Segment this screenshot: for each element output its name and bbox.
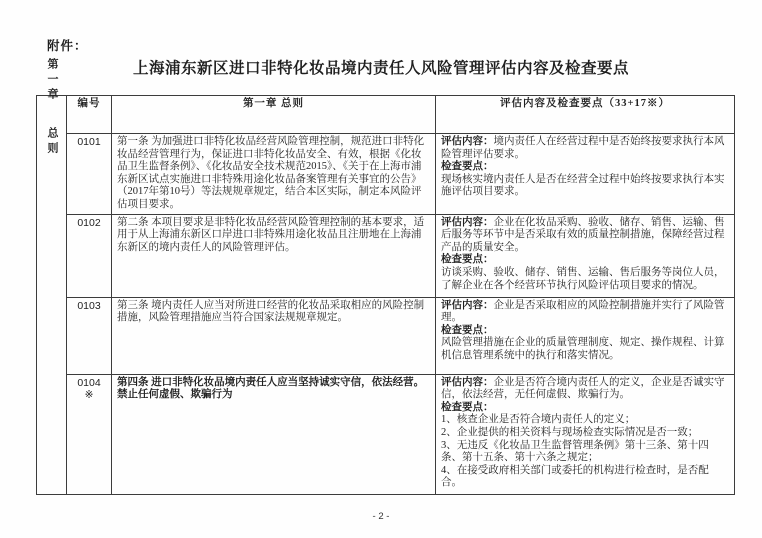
table-row [37,374,735,494]
attachment-label: 附件： [47,39,88,53]
check-item: 2、企业提供的相关资料与现场检查实际情况是否一致； [441,426,699,438]
assessment-cell [436,214,735,297]
clause-text: 第三条 境内责任人应当对所进口经营的化妆品采取相应的风险控制措施，风险管理措施应当符合国家法规规章规定。 [112,297,436,374]
header-content: 第一章 总则 [112,96,436,134]
eval-label: 评估内容： [441,299,494,311]
assessment-cell [436,134,735,215]
table-row [37,297,735,374]
eval-text: 境内责任人在经营过程中是否始终按要求执行本风险管理评估要求。 [441,136,725,160]
clause-text: 第四条 进口非特化妆品境内责任人应当坚持诚实守信，依法经营。禁止任何虚假、欺骗行为 [112,374,436,494]
check-item: 访谈采购、验收、储存、销售、运输、售后服务等岗位人员，了解企业在各个经营环节执行风险评估项目要求的情况。 [441,266,725,291]
clause-text: 第一条 为加强进口非特化妆品经营风险管理控制，规范进口非特化妆品经营管理行为，保证进口非特化妆品安全、有效，根据《化妆品卫生监督条例》、《化妆品安全技术规范2015》、《关于在上海市浦东新区试点实施进口非特殊用途化妆品备案管理有关事宜的公告》（2017年第10号）等法规规章规定，结合本区实际，制定本风险评估项目要求。 [112,134,436,215]
check-item: 1、核查企业是否符合境内责任人的定义； [441,414,636,426]
check-item: 现场核实境内责任人是否在经营全过程中始终按要求执行本实施评估项目要求。 [441,173,725,198]
chapter-cell [37,58,67,495]
header-id: 编号 [67,96,112,134]
eval-label: 评估内容： [441,216,494,228]
table-row [37,134,735,215]
eval-label: 评估内容： [441,136,494,147]
assessment-cell [436,374,735,494]
check-label: 检查要点： [441,161,494,173]
row-id [67,374,112,494]
table-row [37,214,735,297]
check-item: 4、在接受政府相关部门或委托的机构进行检查时，是否配合。 [441,464,709,489]
eval-paragraph [441,136,729,161]
eval-paragraph [441,377,729,402]
row-id-asterisk-mark: ※ [84,390,94,402]
eval-text: 企业是否符合境内责任人的定义，企业是否诚实守信，依法经营，无任何虚假、欺骗行为。 [441,376,725,401]
chapter-vertical-label [42,58,61,157]
row-id-number: 0104 [77,376,101,389]
check-label: 检查要点： [441,324,494,336]
row-id: 0102 [67,214,112,297]
page-title: 上海浦东新区进口非特化妆品境内责任人风险管理评估内容及检查要点 [132,60,629,77]
eval-label: 评估内容： [441,376,494,388]
eval-text: 企业在化妆品采购、验收、储存、销售、运输、售后服务等环节中是否采取有效的质量控制措施，保障经营过程产品的质量安全。 [441,216,725,253]
eval-text: 企业是否采取相应的风险控制措施并实行了风险管理。 [441,299,725,324]
row-id: 0103 [67,297,112,374]
row-id: 0101 [67,134,112,215]
check-label: 检查要点： [441,401,494,413]
chapter-number-label: 第一章 [46,58,58,103]
check-label: 检查要点： [441,254,494,266]
eval-paragraph [441,300,729,325]
page-number: - 2 - [372,511,390,522]
check-item: 风险管理措施在企业的质量管理制度、规定、操作规程、计算机信息管理系统中的执行和落实情况。 [441,337,725,361]
table-header-row [37,96,735,134]
assessment-cell [436,297,735,374]
chapter-name-label: 总则 [46,127,58,157]
eval-paragraph [441,217,729,255]
check-item: 3、无违反《化妆品卫生监督管理条例》第十三条、第十四条、第十五条、第十六条之规定； [441,439,709,464]
clause-text: 第二条 本项目要求是非特化妆品经营风险管理控制的基本要求，适用于从上海浦东新区口岸进口非特殊用途化妆品且注册地在上海浦东新区的境内责任人的风险管理评估。 [112,214,436,297]
header-assessment: 评估内容及检查要点（33+17※） [436,96,735,134]
